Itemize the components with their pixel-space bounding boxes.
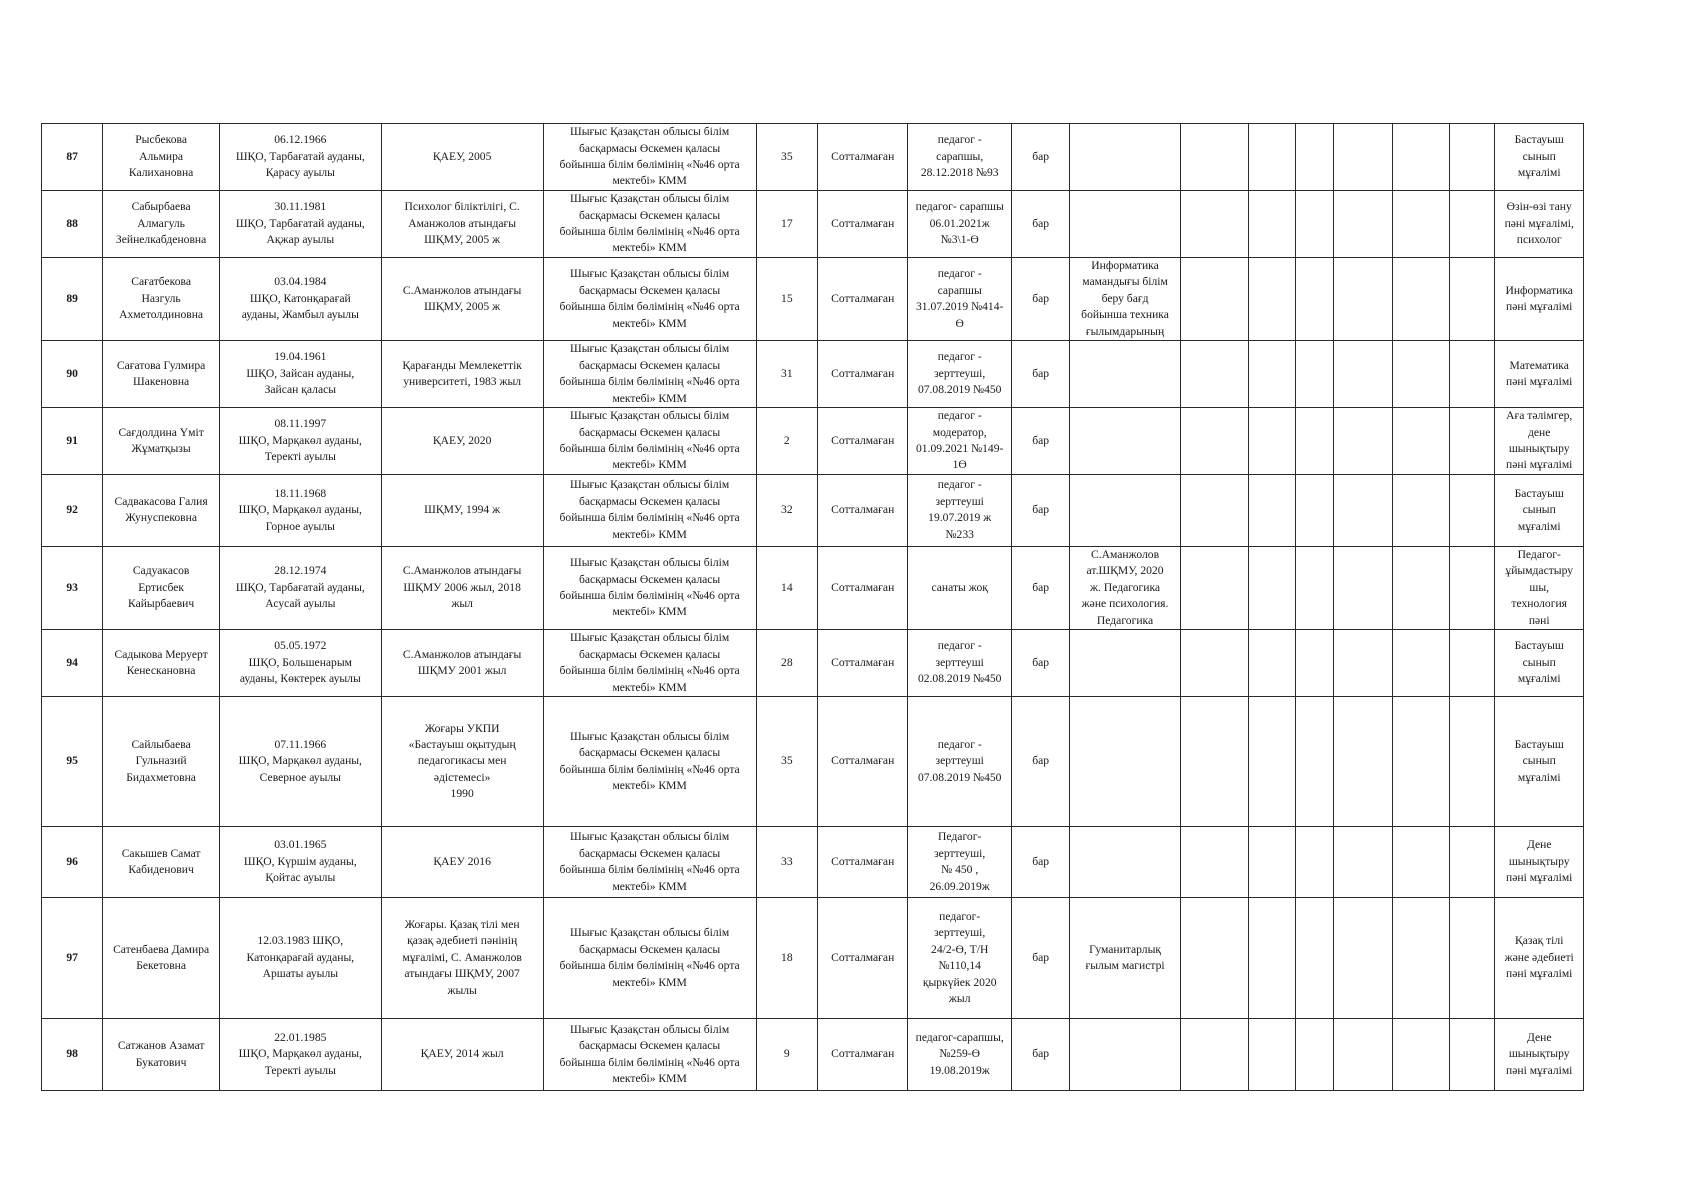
cell-empty xyxy=(1180,258,1248,341)
cell-empty xyxy=(1296,341,1333,408)
cell-experience: 28 xyxy=(756,630,817,697)
cell-empty xyxy=(1249,191,1296,258)
cell-empty xyxy=(1249,546,1296,629)
cell-workplace: Шығыс Қазақстан облысы білім басқармасы Өскемен қаласы бойынша білім бөлімінің «№46 орта мектебі» КММ xyxy=(543,341,756,408)
cell-extra: С.Аманжолов ат.ШҚМУ, 2020 ж. Педагогика және психология. Педагогика xyxy=(1070,546,1181,629)
cell-empty xyxy=(1333,124,1392,191)
table-row xyxy=(42,546,1584,629)
cell-education: ҚАЕУ 2016 xyxy=(381,827,543,898)
cell-category: педагог- сарапшы 06.01.2021ж №3\1-Ө xyxy=(908,191,1012,258)
cell-extra xyxy=(1070,341,1181,408)
cell-empty xyxy=(1296,546,1333,629)
cell-birth: 03.04.1984 ШҚО, Катонқарағай ауданы, Жамбыл ауылы xyxy=(219,258,381,341)
cell-empty xyxy=(1333,898,1392,1019)
cell-extra: Информатика мамандығы білім беру бағд бойынша техника ғылымдарының xyxy=(1070,258,1181,341)
cell-experience: 33 xyxy=(756,827,817,898)
cell-extra xyxy=(1070,697,1181,827)
cell-experience: 18 xyxy=(756,898,817,1019)
cell-birth: 19.04.1961 ШҚО, Зайсан ауданы, Зайсан қаласы xyxy=(219,341,381,408)
cell-category: Педагог- зерттеуші, № 450 , 26.09.2019ж xyxy=(908,827,1012,898)
cell-conviction: Сотталмаған xyxy=(817,258,907,341)
cell-conviction: Сотталмаған xyxy=(817,191,907,258)
cell-workplace: Шығыс Қазақстан облысы білім басқармасы Өскемен қаласы бойынша білім бөлімінің «№46 орта мектебі» КММ xyxy=(543,191,756,258)
cell-empty xyxy=(1180,124,1248,191)
cell-empty xyxy=(1180,546,1248,629)
cell-empty xyxy=(1180,630,1248,697)
table-row xyxy=(42,474,1584,546)
table-row xyxy=(42,191,1584,258)
cell-experience: 14 xyxy=(756,546,817,629)
cell-empty xyxy=(1296,258,1333,341)
cell-conviction: Сотталмаған xyxy=(817,341,907,408)
cell-category: педагог- зерттеуші, 24/2-Ө, Т/Н №110,14 қыркүйек 2020 жыл xyxy=(908,898,1012,1019)
cell-position: Педагог- ұйымдастыру шы, технология пәні xyxy=(1495,546,1584,629)
cell-birth: 03.01.1965 ШҚО, Күршім ауданы, Қойтас ауылы xyxy=(219,827,381,898)
table-row xyxy=(42,898,1584,1019)
cell-position: Бастауыш сынып мұғалімі xyxy=(1495,474,1584,546)
cell-name: Рысбекова Альмира Калихановна xyxy=(103,124,220,191)
cell-position: Өзін-өзі тану пәні мұғалімі, психолог xyxy=(1495,191,1584,258)
cell-empty xyxy=(1450,1019,1495,1091)
cell-empty xyxy=(1450,258,1495,341)
cell-empty xyxy=(1180,408,1248,475)
cell-num: 90 xyxy=(42,341,103,408)
cell-empty xyxy=(1392,546,1449,629)
cell-workplace: Шығыс Қазақстан облысы білім басқармасы Өскемен қаласы бойынша білім бөлімінің «№46 орта мектебі» КММ xyxy=(543,124,756,191)
cell-empty xyxy=(1249,827,1296,898)
cell-empty xyxy=(1296,1019,1333,1091)
cell-experience: 17 xyxy=(756,191,817,258)
cell-education: ҚАЕУ, 2014 жыл xyxy=(381,1019,543,1091)
cell-birth: 18.11.1968 ШҚО, Марқакөл ауданы, Горное ауылы xyxy=(219,474,381,546)
cell-medical: бар xyxy=(1011,697,1069,827)
cell-category: педагог - зерттеуші 02.08.2019 №450 xyxy=(908,630,1012,697)
cell-empty xyxy=(1333,408,1392,475)
cell-medical: бар xyxy=(1011,408,1069,475)
cell-birth: 06.12.1966 ШҚО, Тарбағатай ауданы, Қарасу ауылы xyxy=(219,124,381,191)
cell-workplace: Шығыс Қазақстан облысы білім басқармасы Өскемен қаласы бойынша білім бөлімінің «№46 орта мектебі» КММ xyxy=(543,546,756,629)
cell-empty xyxy=(1392,191,1449,258)
cell-name: Сабырбаева Алмагуль Зейнелкабденовна xyxy=(103,191,220,258)
cell-extra xyxy=(1070,408,1181,475)
cell-category: санаты жоқ xyxy=(908,546,1012,629)
cell-name: Садвакасова Галия Жунуспековна xyxy=(103,474,220,546)
cell-num: 93 xyxy=(42,546,103,629)
cell-workplace: Шығыс Қазақстан облысы білім басқармасы Өскемен қаласы бойынша білім бөлімінің «№46 орта мектебі» КММ xyxy=(543,408,756,475)
cell-workplace: Шығыс Қазақстан облысы білім басқармасы Өскемен қаласы бойынша білім бөлімінің «№46 орта мектебі» КММ xyxy=(543,258,756,341)
cell-empty xyxy=(1450,408,1495,475)
cell-medical: бар xyxy=(1011,124,1069,191)
cell-empty xyxy=(1296,898,1333,1019)
cell-workplace: Шығыс Қазақстан облысы білім басқармасы Өскемен қаласы бойынша білім бөлімінің «№46 орта мектебі» КММ xyxy=(543,630,756,697)
cell-num: 91 xyxy=(42,408,103,475)
cell-empty xyxy=(1333,474,1392,546)
table-row xyxy=(42,630,1584,697)
cell-empty xyxy=(1333,697,1392,827)
cell-conviction: Сотталмаған xyxy=(817,546,907,629)
cell-empty xyxy=(1249,474,1296,546)
cell-empty xyxy=(1450,898,1495,1019)
cell-empty xyxy=(1333,546,1392,629)
cell-medical: бар xyxy=(1011,1019,1069,1091)
cell-empty xyxy=(1249,258,1296,341)
cell-name: Садыкова Меруерт Кенескановна xyxy=(103,630,220,697)
cell-position: Математика пәні мұғалімі xyxy=(1495,341,1584,408)
cell-empty xyxy=(1450,546,1495,629)
cell-empty xyxy=(1450,341,1495,408)
cell-medical: бар xyxy=(1011,827,1069,898)
cell-position: Информатика пәні мұғалімі xyxy=(1495,258,1584,341)
cell-empty xyxy=(1392,474,1449,546)
cell-birth: 12.03.1983 ШҚО, Катонқарағай ауданы, Аршаты ауылы xyxy=(219,898,381,1019)
cell-position: Бастауыш сынып мұғалімі xyxy=(1495,124,1584,191)
cell-extra xyxy=(1070,191,1181,258)
cell-medical: бар xyxy=(1011,898,1069,1019)
cell-empty xyxy=(1249,898,1296,1019)
cell-conviction: Сотталмаған xyxy=(817,630,907,697)
cell-empty xyxy=(1249,124,1296,191)
table-row xyxy=(42,258,1584,341)
cell-empty xyxy=(1392,124,1449,191)
cell-category: педагог - зерттеуші 19.07.2019 ж №233 xyxy=(908,474,1012,546)
cell-workplace: Шығыс Қазақстан облысы білім басқармасы Өскемен қаласы бойынша білім бөлімінің «№46 орта мектебі» КММ xyxy=(543,697,756,827)
cell-empty xyxy=(1333,258,1392,341)
cell-num: 89 xyxy=(42,258,103,341)
cell-conviction: Сотталмаған xyxy=(817,898,907,1019)
cell-name: Сағатова Гулмира Шакеновна xyxy=(103,341,220,408)
cell-empty xyxy=(1180,341,1248,408)
table-row xyxy=(42,124,1584,191)
cell-extra xyxy=(1070,474,1181,546)
cell-education: Жоғары УКПИ «Бастауыш оқытудың педагогикасы мен әдістемесі» 1990 xyxy=(381,697,543,827)
cell-empty xyxy=(1180,898,1248,1019)
cell-name: Сакышев Самат Кабиденович xyxy=(103,827,220,898)
cell-num: 94 xyxy=(42,630,103,697)
cell-empty xyxy=(1333,341,1392,408)
cell-education: ҚАЕУ, 2020 xyxy=(381,408,543,475)
cell-education: Қарағанды Мемлекеттік университеті, 1983 жыл xyxy=(381,341,543,408)
cell-name: Сатенбаева Дамира Бекетовна xyxy=(103,898,220,1019)
cell-num: 88 xyxy=(42,191,103,258)
cell-conviction: Сотталмаған xyxy=(817,408,907,475)
cell-conviction: Сотталмаған xyxy=(817,124,907,191)
cell-medical: бар xyxy=(1011,546,1069,629)
table-row xyxy=(42,697,1584,827)
cell-empty xyxy=(1392,1019,1449,1091)
cell-extra xyxy=(1070,124,1181,191)
cell-experience: 2 xyxy=(756,408,817,475)
cell-experience: 9 xyxy=(756,1019,817,1091)
cell-education: С.Аманжолов атындағы ШҚМУ 2001 жыл xyxy=(381,630,543,697)
cell-empty xyxy=(1180,474,1248,546)
cell-birth: 07.11.1966 ШҚО, Марқакөл ауданы, Северное ауылы xyxy=(219,697,381,827)
cell-empty xyxy=(1296,191,1333,258)
cell-category: педагог - сарапшы, 28.12.2018 №93 xyxy=(908,124,1012,191)
cell-empty xyxy=(1333,630,1392,697)
cell-empty xyxy=(1249,697,1296,827)
cell-empty xyxy=(1296,474,1333,546)
cell-empty xyxy=(1450,827,1495,898)
cell-name: Сатжанов Азамат Букатович xyxy=(103,1019,220,1091)
cell-position: Қазақ тілі және әдебиеті пәні мұғалімі xyxy=(1495,898,1584,1019)
cell-empty xyxy=(1296,124,1333,191)
cell-empty xyxy=(1296,697,1333,827)
cell-category: педагог - зерттеуші 07.08.2019 №450 xyxy=(908,697,1012,827)
table-row xyxy=(42,827,1584,898)
cell-education: ШҚМУ, 1994 ж xyxy=(381,474,543,546)
cell-empty xyxy=(1249,341,1296,408)
cell-empty xyxy=(1180,697,1248,827)
table-row xyxy=(42,408,1584,475)
cell-birth: 30.11.1981 ШҚО, Тарбағатай ауданы, Ақжар ауылы xyxy=(219,191,381,258)
cell-birth: 22.01.1985 ШҚО, Марқакөл ауданы, Теректі ауылы xyxy=(219,1019,381,1091)
cell-empty xyxy=(1296,408,1333,475)
cell-num: 92 xyxy=(42,474,103,546)
cell-medical: бар xyxy=(1011,258,1069,341)
cell-empty xyxy=(1296,827,1333,898)
cell-conviction: Сотталмаған xyxy=(817,1019,907,1091)
cell-position: Дене шынықтыру пәні мұғалімі xyxy=(1495,1019,1584,1091)
cell-name: Сағдолдина Үміт Жұматқызы xyxy=(103,408,220,475)
cell-workplace: Шығыс Қазақстан облысы білім басқармасы Өскемен қаласы бойынша білім бөлімінің «№46 орта мектебі» КММ xyxy=(543,1019,756,1091)
cell-empty xyxy=(1392,341,1449,408)
cell-empty xyxy=(1296,630,1333,697)
cell-name: Сайлыбаева Гульназий Бидахметовна xyxy=(103,697,220,827)
cell-empty xyxy=(1450,124,1495,191)
cell-category: педагог - зерттеуші, 07.08.2019 №450 xyxy=(908,341,1012,408)
cell-position: Бастауыш сынып мұғалімі xyxy=(1495,630,1584,697)
cell-extra xyxy=(1070,827,1181,898)
cell-position: Бастауыш сынып мұғалімі xyxy=(1495,697,1584,827)
cell-conviction: Сотталмаған xyxy=(817,697,907,827)
cell-medical: бар xyxy=(1011,474,1069,546)
cell-empty xyxy=(1392,258,1449,341)
cell-empty xyxy=(1450,697,1495,827)
cell-experience: 31 xyxy=(756,341,817,408)
cell-medical: бар xyxy=(1011,630,1069,697)
cell-empty xyxy=(1249,1019,1296,1091)
cell-workplace: Шығыс Қазақстан облысы білім басқармасы Өскемен қаласы бойынша білім бөлімінің «№46 орта мектебі» КММ xyxy=(543,827,756,898)
cell-num: 87 xyxy=(42,124,103,191)
cell-empty xyxy=(1180,1019,1248,1091)
cell-empty xyxy=(1392,697,1449,827)
cell-conviction: Сотталмаған xyxy=(817,827,907,898)
cell-name: Садуакасов Ертисбек Кайырбаевич xyxy=(103,546,220,629)
cell-conviction: Сотталмаған xyxy=(817,474,907,546)
teacher-registry-table xyxy=(41,123,1584,1091)
cell-experience: 35 xyxy=(756,697,817,827)
cell-birth: 08.11.1997 ШҚО, Марқакөл ауданы, Теректі ауылы xyxy=(219,408,381,475)
cell-extra xyxy=(1070,1019,1181,1091)
cell-category: педагог - сарапшы 31.07.2019 №414- Ө xyxy=(908,258,1012,341)
cell-education: ҚАЕУ, 2005 xyxy=(381,124,543,191)
cell-empty xyxy=(1450,474,1495,546)
cell-extra: Гуманитарлық ғылым магистрі xyxy=(1070,898,1181,1019)
cell-name: Сағатбекова Назгуль Ахметолдиновна xyxy=(103,258,220,341)
cell-empty xyxy=(1392,630,1449,697)
cell-experience: 35 xyxy=(756,124,817,191)
cell-workplace: Шығыс Қазақстан облысы білім басқармасы Өскемен қаласы бойынша білім бөлімінің «№46 орта мектебі» КММ xyxy=(543,474,756,546)
cell-empty xyxy=(1249,408,1296,475)
cell-medical: бар xyxy=(1011,341,1069,408)
cell-birth: 28.12.1974 ШҚО, Тарбағатай ауданы, Асусай ауылы xyxy=(219,546,381,629)
cell-medical: бар xyxy=(1011,191,1069,258)
cell-empty xyxy=(1450,630,1495,697)
table-row xyxy=(42,1019,1584,1091)
cell-empty xyxy=(1180,191,1248,258)
cell-empty xyxy=(1392,408,1449,475)
cell-category: педагог-сарапшы, №259-Ө 19.08.2019ж xyxy=(908,1019,1012,1091)
cell-birth: 05.05.1972 ШҚО, Большенарым ауданы, Көктерек ауылы xyxy=(219,630,381,697)
cell-position: Дене шынықтыру пәні мұғалімі xyxy=(1495,827,1584,898)
cell-empty xyxy=(1392,827,1449,898)
cell-category: педагог - модератор, 01.09.2021 №149- 1Ө xyxy=(908,408,1012,475)
cell-num: 95 xyxy=(42,697,103,827)
cell-experience: 32 xyxy=(756,474,817,546)
cell-education: С.Аманжолов атындағы ШҚМУ, 2005 ж xyxy=(381,258,543,341)
cell-empty xyxy=(1249,630,1296,697)
cell-experience: 15 xyxy=(756,258,817,341)
cell-num: 97 xyxy=(42,898,103,1019)
table-row xyxy=(42,341,1584,408)
cell-position: Аға тәлімгер, дене шынықтыру пәні мұғалімі xyxy=(1495,408,1584,475)
table-body xyxy=(42,124,1584,1091)
cell-empty xyxy=(1333,191,1392,258)
cell-empty xyxy=(1333,827,1392,898)
cell-num: 98 xyxy=(42,1019,103,1091)
cell-num: 96 xyxy=(42,827,103,898)
cell-extra xyxy=(1070,630,1181,697)
cell-education: Жоғары. Қазақ тілі мен қазақ әдебиеті пәнінің мұғалімі, С. Аманжолов атындағы ШҚМУ, 2007 жылы xyxy=(381,898,543,1019)
cell-empty xyxy=(1450,191,1495,258)
cell-workplace: Шығыс Қазақстан облысы білім басқармасы Өскемен қаласы бойынша білім бөлімінің «№46 орта мектебі» КММ xyxy=(543,898,756,1019)
cell-empty xyxy=(1180,827,1248,898)
cell-education: Психолог біліктілігі, С. Аманжолов атындағы ШҚМУ, 2005 ж xyxy=(381,191,543,258)
cell-empty xyxy=(1392,898,1449,1019)
cell-empty xyxy=(1333,1019,1392,1091)
cell-education: С.Аманжолов атындағы ШҚМУ 2006 жыл, 2018 жыл xyxy=(381,546,543,629)
